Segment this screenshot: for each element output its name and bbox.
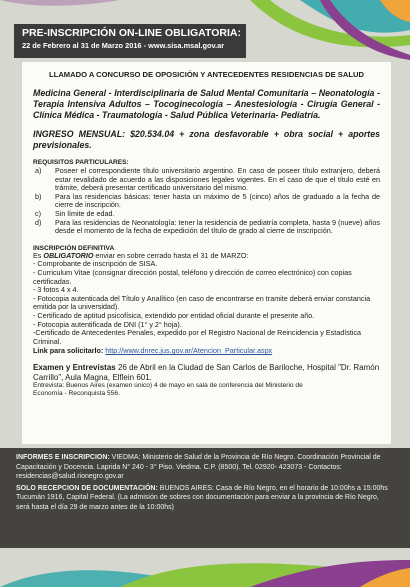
interview-info xyxy=(33,382,380,398)
inscription-item: - Fotocopia autentificada de DNI (1° y 2° hoja). xyxy=(33,319,182,329)
requirement-letter: a) xyxy=(35,166,42,175)
criminal-record-link[interactable]: http://www.dnrec.jus.gov.ar/Atencion_Particular.aspx xyxy=(105,346,273,356)
requirements-title: REQUISITOS PARTICULARES: xyxy=(33,159,129,166)
inscription-item: - Curriculum Vitae (consignar dirección postal, teléfono y dirección de correo electrónico) con copias certificadas. xyxy=(33,267,352,286)
announcement-title: LLAMADO A CONCURSO DE OPOSICIÓN Y ANTECEDENTES RESIDENCIAS DE SALUD xyxy=(49,70,364,79)
requirement-letter: d) xyxy=(35,217,42,227)
requirement-text: Para las residencias de Neonatología: tener la residencia de pediatría completa, hasta 9 (nueve) años desde el momento de la fecha de expedición del título de grado al cierre de inscripción. xyxy=(55,217,380,236)
requirement-text: Sin límite de edad. xyxy=(55,208,115,218)
footer-info xyxy=(16,453,394,482)
link-label: Link para solicitarlo: xyxy=(33,346,104,356)
requirement-letter: c) xyxy=(35,208,41,218)
link-line xyxy=(33,346,380,355)
requirement-item xyxy=(33,193,380,210)
interview-line: Entrevista: Buenos Aires (examen único) 4 de mayo en sala de conferencia del Ministerio de xyxy=(33,382,303,390)
inscription-list xyxy=(33,252,380,347)
banner-subtitle: 22 de Febrero al 31 de Marzo 2016 - www.sisa.msal.gov.ar xyxy=(22,41,225,50)
inscription-item: - Fotocopia autenticada del Título y Analítico (en caso de encontrarse en tramite deberá enviar constancia emitida por la universidad). xyxy=(33,293,371,312)
inscription-item: - Comprobante de inscripción de SISA. xyxy=(33,259,158,269)
requirement-text: Para las residencias básicas: tener hasta un máximo de 5 (cinco) años de graduado a la fecha de cierre de inscripción. xyxy=(55,191,380,210)
exam-text: 26 de Abril en la Ciudad de San Carlos de Bariloche, Hospital "Dr. Ramón Carrillo", Aula Magna, Elflein 601. xyxy=(33,363,380,382)
monthly-income: INGRESO MENSUAL: $20.534.04 + zona desfavorable + obra social + aportes previsionales. xyxy=(33,129,380,150)
requirement-letter: b) xyxy=(35,191,42,201)
inscription-item: - Certificado de aptitud psicofísica, extendido por entidad oficial durante el presente año. xyxy=(33,310,315,320)
footer-reception-label: SOLO RECEPCION DE DOCUMENTACIÓN: xyxy=(16,484,158,492)
banner-title: PRE-INSCRIPCIÓN ON-LINE OBLIGATORIA: xyxy=(22,27,241,39)
swirl-purple-left xyxy=(0,0,120,6)
programs-list: Medicina General - Interdisciplinaria de Salud Mental Comunitaria – Neonatología - Terapia Intensiva Adultos – Tocoginecología – Anestesiología - Cirugía General - Clínica Médica - Traumatología - Salud Pública Veterinaria- Pediatría. xyxy=(33,88,380,120)
requirement-item xyxy=(33,219,380,236)
announcement-card xyxy=(22,62,391,444)
footer-contact xyxy=(0,448,410,548)
footer-reception-text: BUENOS AIRES: Casa de Río Negro, en el horario de 10:00hs a 15:00hs Tucumán 1916, Capital Federal. (La admisión de sobres con documentación para enviar a la provincia de Río Negro, será hasta el día 29 de marzo antes de la 10:00hs) xyxy=(16,484,388,511)
intro-prefix: Es xyxy=(33,250,44,260)
inscription-title: INSCRIPCIÓN DEFINITIVA xyxy=(33,244,115,252)
requirement-text: Poseer el correspondiente título universitario argentino. En caso de poseer título extranjero, deberá estar revalidado de acuerdo a las disposiciones legales vigentes. En el caso de que el título esté en trámite, deberá presentar certificado universitario del mismo. xyxy=(55,166,380,193)
preinscription-banner xyxy=(14,24,246,58)
intro-obligatorio: OBLIGATORIO xyxy=(43,250,94,260)
requirements-list xyxy=(33,167,380,236)
footer-info-label: INFORMES E INSCRIPCION: xyxy=(16,454,110,461)
inscription-item: - 3 fotos 4 x 4. xyxy=(33,285,79,295)
footer-reception xyxy=(16,484,394,513)
exam-label: Examen y Entrevistas xyxy=(33,363,116,373)
exam-info xyxy=(33,363,380,382)
requirement-item xyxy=(33,167,380,193)
footer-info-text: VIEDMA: Ministerio de Salud de la Provincia de Río Negro. Coordinación Provincial de Capacitación y Docencia. Laprida N° 240 - 3° Piso. Viedma. C.P. (8500). Tel. 02920- 423073 - Contactos: residencias@salud.rionegro.gov.ar xyxy=(16,454,381,481)
intro-suffix: enviar en sobre cerrado hasta el 31 de MARZO: xyxy=(93,250,249,260)
interview-line: Economía - Reconquista 556. xyxy=(33,390,120,398)
inscription-item: -Certificado de Antecedentes Penales, expedido por el Registro Nacional de Reincidencia y Estadística Criminal. xyxy=(33,328,362,346)
